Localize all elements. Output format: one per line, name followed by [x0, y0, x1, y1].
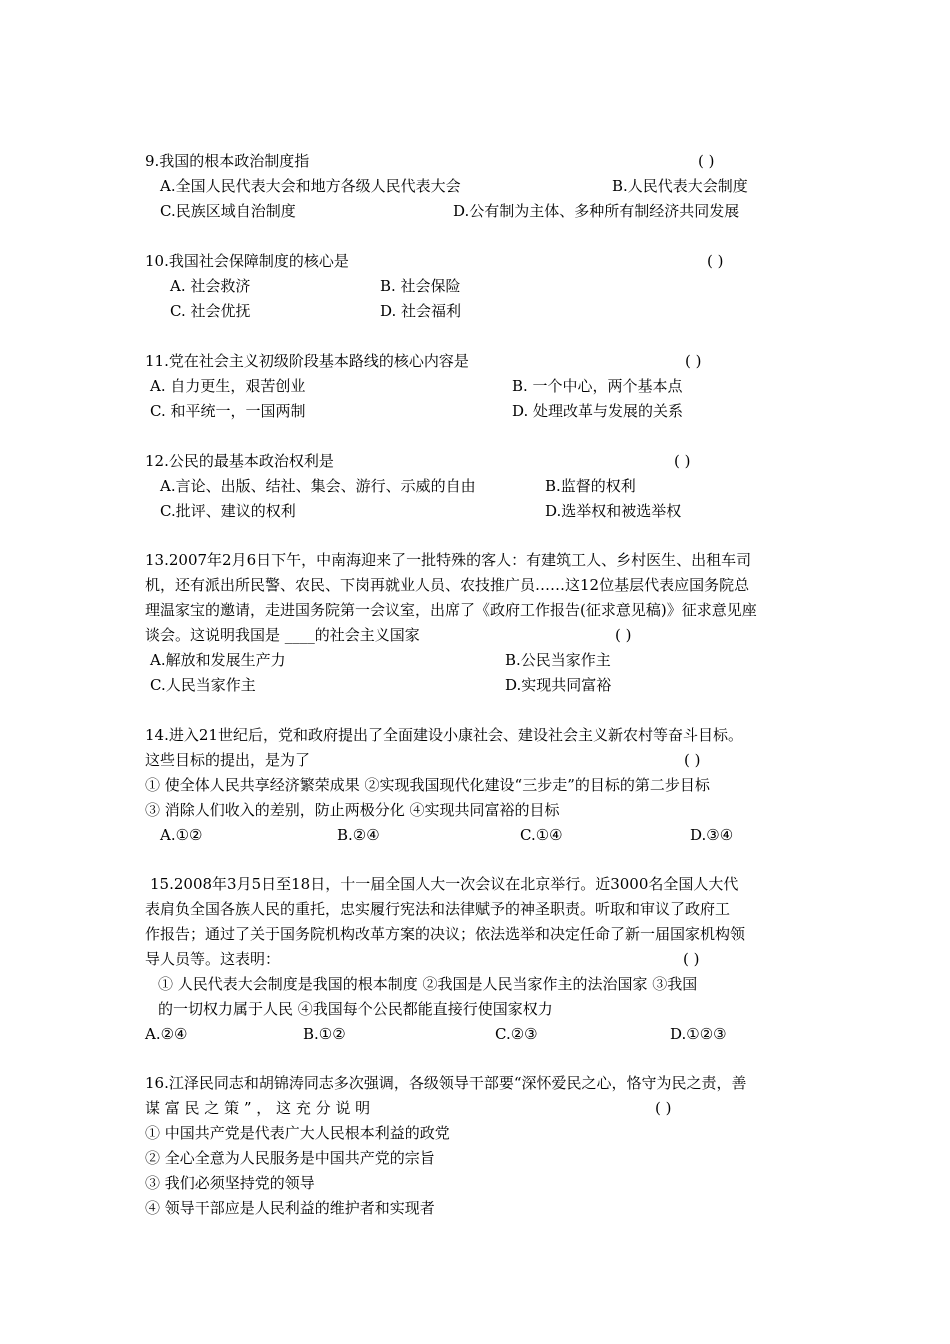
q10-option-d: D. 社会福利: [380, 302, 462, 320]
q16-stem-line-2: 谋 富 民 之 策 ” ， 这 充 分 说 明: [145, 1099, 371, 1117]
q9-option-c: C.民族区域自治制度: [160, 202, 296, 220]
q16-answer-paren: ( ): [655, 1099, 672, 1117]
q14-option-d: D.③④: [690, 826, 734, 844]
q13-stem-line-2: 机，还有派出所民警、农民、下岗再就业人员、农技推广员……这12位基层代表应国务院总: [145, 576, 750, 594]
q16-statement-4: ④ 领导干部应是人民利益的维护者和实现者: [145, 1199, 435, 1217]
q14-answer-paren: ( ): [684, 751, 701, 769]
q13-option-c: C.人民当家作主: [150, 676, 256, 694]
q14-option-c: C.①④: [520, 826, 563, 844]
q11-option-a: A. 自力更生，艰苦创业: [150, 377, 306, 395]
q9-option-d: D.公有制为主体、多种所有制经济共同发展: [453, 202, 740, 220]
q16-statement-2: ② 全心全意为人民服务是中国共产党的宗旨: [145, 1149, 435, 1167]
q14-statements-line-2: ③ 消除人们收入的差别，防止两极分化 ④实现共同富裕的目标: [145, 801, 560, 819]
q15-stem-line-2: 表肩负全国各族人民的重托，忠实履行宪法和法律赋予的神圣职责。听取和审议了政府工: [145, 900, 731, 918]
q10-answer-paren: ( ): [707, 252, 724, 270]
q15-stem-line-3: 作报告；通过了关于国务院机构改革方案的决议；依法选举和决定任命了新一届国家机构领: [145, 925, 746, 943]
q15-stem-line-4: 导人员等。这表明：: [145, 950, 281, 968]
q15-option-a: A.②④: [145, 1025, 188, 1043]
q16-statement-1: ① 中国共产党是代表广大人民根本利益的政党: [145, 1124, 450, 1142]
q12-option-a: A.言论、出版、结社、集会、游行、示威的自由: [160, 477, 476, 495]
q10-option-c: C. 社会优抚: [170, 302, 251, 320]
q10-option-b: B. 社会保险: [380, 277, 461, 295]
q15-answer-paren: ( ): [683, 950, 700, 968]
q10-option-a: A. 社会救济: [170, 277, 251, 295]
q13-stem-line-1: 13.2007年2月6日下午，中南海迎来了一批特殊的客人：有建筑工人、乡村医生、出租车司: [145, 551, 752, 569]
q12-answer-paren: ( ): [674, 452, 691, 470]
q15-stem-line-1: 15.2008年3月5日至18日，十一届全国人大一次会议在北京举行。近3000名全国人大代: [150, 875, 739, 893]
q16-statement-3: ③ 我们必须坚持党的领导: [145, 1174, 315, 1192]
q15-option-d: D.①②③: [670, 1025, 727, 1043]
q14-statements-line-1: ① 使全体人民共享经济繁荣成果 ②实现我国现代化建设“三步走”的目标的第二步目标: [145, 776, 710, 794]
q13-option-b: B.公民当家作主: [505, 651, 611, 669]
q14-stem-line-1: 14.进入21世纪后，党和政府提出了全面建设小康社会、建设社会主义新农村等奋斗目标。: [145, 726, 743, 744]
q9-answer-paren: ( ): [698, 152, 715, 170]
q11-option-d: D. 处理改革与发展的关系: [512, 402, 684, 420]
q13-answer-paren: ( ): [615, 626, 632, 644]
q15-statements-line-2: 的一切权力属于人民 ④我国每个公民都能直接行使国家权力: [158, 1000, 553, 1018]
q11-option-c: C. 和平统一，一国两制: [150, 402, 306, 420]
q15-option-c: C.②③: [495, 1025, 538, 1043]
q10-stem: 10.我国社会保障制度的核心是: [145, 252, 349, 270]
q12-stem: 12.公民的最基本政治权利是: [145, 452, 334, 470]
q15-option-b: B.①②: [303, 1025, 346, 1043]
q14-stem-line-2: 这些目标的提出，是为了: [145, 751, 311, 769]
q12-option-b: B.监督的权利: [545, 477, 636, 495]
q11-option-b: B. 一个中心，两个基本点: [512, 377, 683, 395]
q11-stem: 11.党在社会主义初级阶段基本路线的核心内容是: [145, 352, 469, 370]
q13-stem-line-4: 谈会。这说明我国是 ____的社会主义国家: [145, 626, 420, 644]
q14-option-a: A.①②: [160, 826, 203, 844]
q14-option-b: B.②④: [337, 826, 380, 844]
q12-option-c: C.批评、建议的权利: [160, 502, 296, 520]
q11-answer-paren: ( ): [685, 352, 702, 370]
q13-stem-line-3: 理温家宝的邀请，走进国务院第一会议室，出席了《政府工作报告(征求意见稿)》征求意见座: [145, 601, 757, 619]
q13-option-a: A.解放和发展生产力: [150, 651, 286, 669]
q15-statements-line-1: ① 人民代表大会制度是我国的根本制度 ②我国是人民当家作主的法治国家 ③我国: [158, 975, 698, 993]
q16-stem-line-1: 16.江泽民同志和胡锦涛同志多次强调，各级领导干部要“深怀爱民之心，恪守为民之责，善: [145, 1074, 747, 1092]
q9-option-a: A.全国人民代表大会和地方各级人民代表大会: [160, 177, 461, 195]
q9-stem: 9.我国的根本政治制度指: [145, 152, 310, 170]
q9-option-b: B.人民代表大会制度: [612, 177, 748, 195]
q12-option-d: D.选举权和被选举权: [545, 502, 682, 520]
q13-option-d: D.实现共同富裕: [505, 676, 612, 694]
